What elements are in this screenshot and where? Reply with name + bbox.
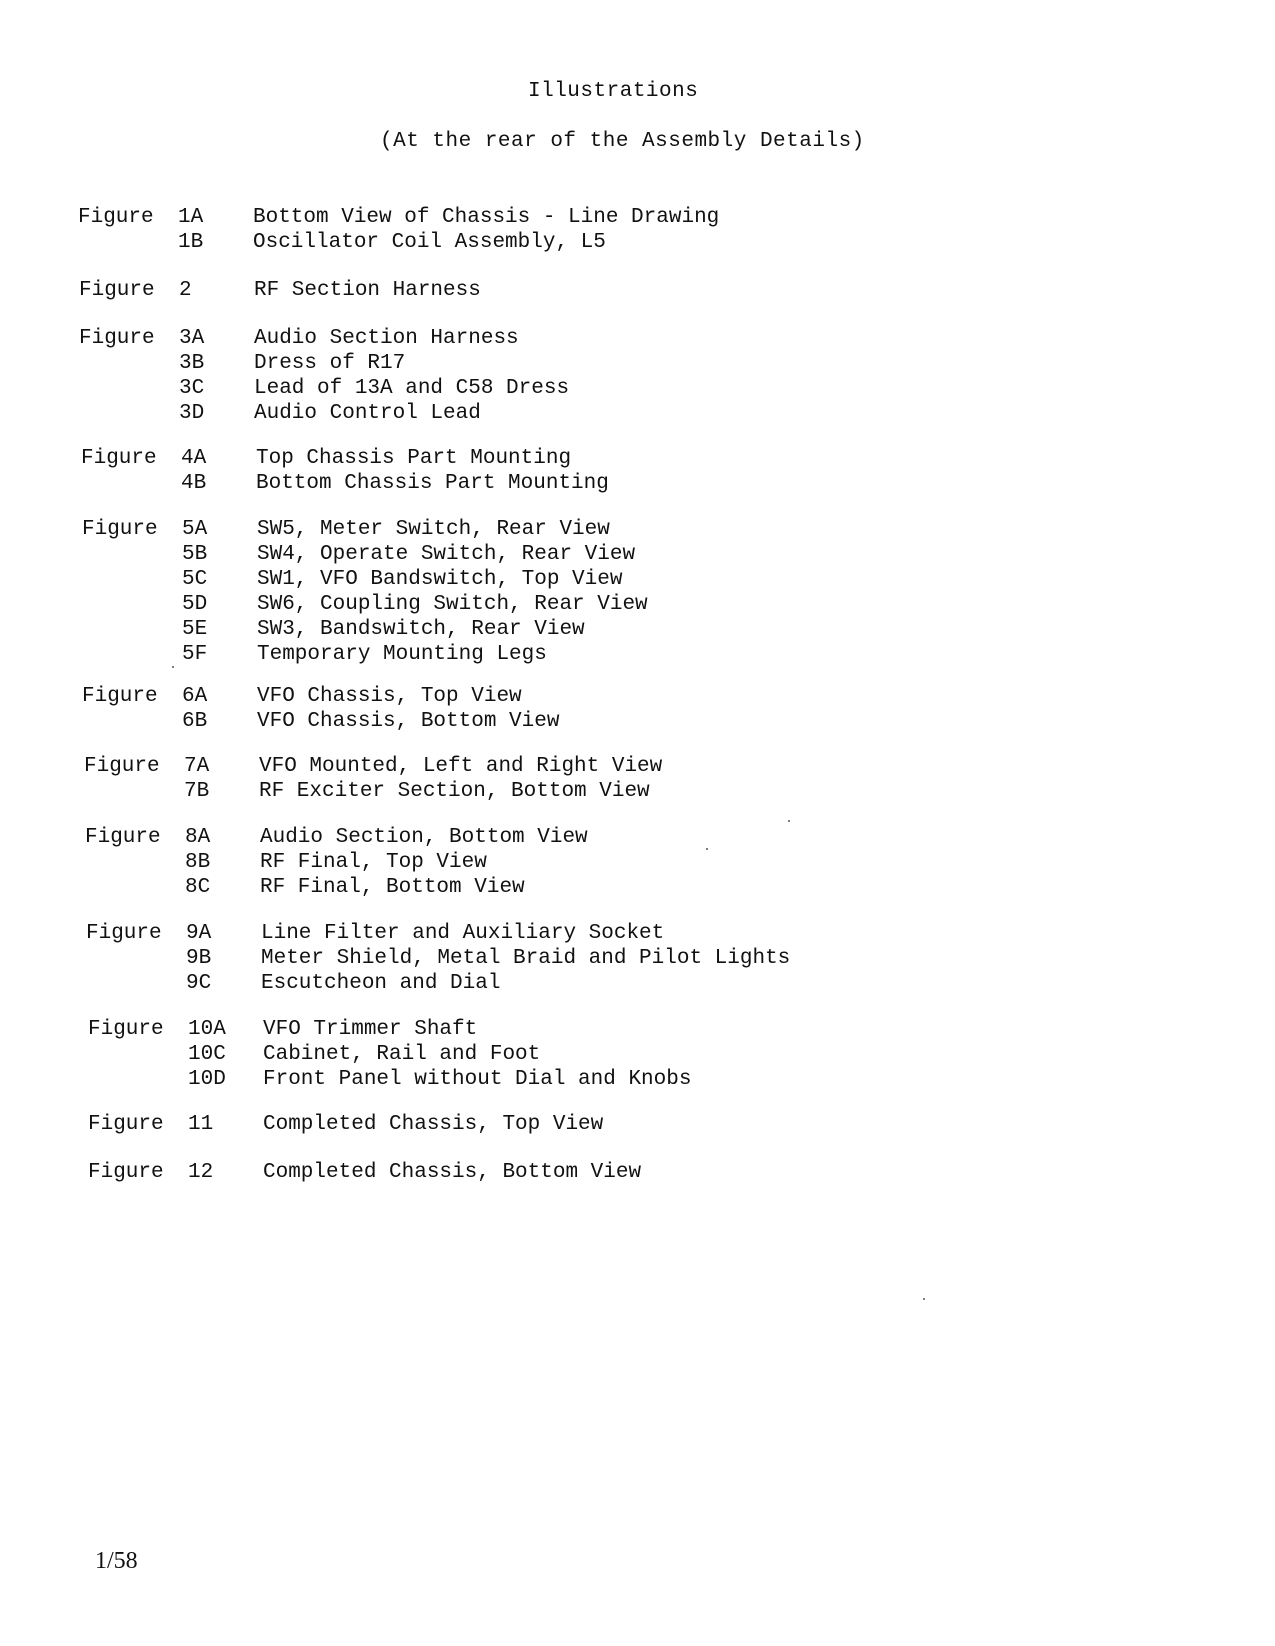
figure-description: SW4, Operate Switch, Rear View [257,543,636,566]
figure-description: Dress of R17 [254,352,406,375]
figure-number: 9B [186,947,212,970]
figure-description: VFO Chassis, Bottom View [257,710,560,733]
figure-description: Line Filter and Auxiliary Socket [261,922,665,945]
figure-number: 7B [184,780,210,803]
page-title: Illustrations [528,80,699,103]
figure-number: 8B [185,851,211,874]
figure-description: SW1, VFO Bandswitch, Top View [257,568,623,591]
figure-number: 10A [188,1018,226,1041]
figure-description: Lead of 13A and C58 Dress [254,377,570,400]
figure-number: 6B [182,710,208,733]
figure-description: VFO Trimmer Shaft [263,1018,478,1041]
figure-description: Top Chassis Part Mounting [256,447,572,470]
figure-number: 4B [181,472,207,495]
figure-label: Figure [81,447,157,470]
figure-description: VFO Chassis, Top View [257,685,522,708]
figure-description: RF Final, Bottom View [260,876,525,899]
figure-number: 3D [179,402,205,425]
figure-description: Temporary Mounting Legs [257,643,547,666]
figure-label: Figure [86,922,162,945]
figure-label: Figure [82,518,158,541]
figure-number: 3B [179,352,205,375]
figure-description: Bottom Chassis Part Mounting [256,472,609,495]
figure-number: 10C [188,1043,226,1066]
page-subtitle: (At the rear of the Assembly Details) [380,130,865,153]
figure-description: Completed Chassis, Bottom View [263,1161,642,1184]
figure-label: Figure [84,755,160,778]
figure-description: Front Panel without Dial and Knobs [263,1068,692,1091]
figure-number: 4A [181,447,207,470]
figure-number: 1B [178,231,204,254]
figure-description: Bottom View of Chassis - Line Drawing [253,206,720,229]
figure-description: VFO Mounted, Left and Right View [259,755,663,778]
figure-description: Cabinet, Rail and Foot [263,1043,541,1066]
figure-description: SW5, Meter Switch, Rear View [257,518,610,541]
figure-number: 3C [179,377,205,400]
figure-description: Audio Section, Bottom View [260,826,588,849]
figure-number: 8A [185,826,211,849]
figure-description: Escutcheon and Dial [261,972,501,995]
figure-number: 9C [186,972,212,995]
figure-description: RF Exciter Section, Bottom View [259,780,650,803]
figure-number: 10D [188,1068,226,1091]
figure-description: Audio Control Lead [254,402,481,425]
figure-number: 7A [184,755,210,778]
figure-number: 8C [185,876,211,899]
figure-number: 5D [182,593,208,616]
figure-label: Figure [82,685,158,708]
figure-description: RF Final, Top View [260,851,487,874]
figure-label: Figure [85,826,161,849]
scan-speck [923,1298,925,1300]
figure-label: Figure [78,206,154,229]
scan-speck [788,820,790,822]
figure-number: 3A [179,327,205,350]
figure-number: 12 [188,1161,214,1184]
figure-number: 6A [182,685,208,708]
figure-description: Meter Shield, Metal Braid and Pilot Lights [261,947,791,970]
figure-description: SW6, Coupling Switch, Rear View [257,593,648,616]
page-number: 1/58 [95,1548,138,1574]
figure-number: 9A [186,922,212,945]
figure-number: 5C [182,568,208,591]
figure-number: 1A [178,206,204,229]
figure-number: 5A [182,518,208,541]
figure-number: 5F [182,643,208,666]
figure-number: 2 [179,279,192,302]
figure-description: Completed Chassis, Top View [263,1113,604,1136]
scan-speck [172,666,174,668]
figure-label: Figure [88,1161,164,1184]
figure-number: 11 [188,1113,214,1136]
figure-label: Figure [79,327,155,350]
figure-description: Oscillator Coil Assembly, L5 [253,231,606,254]
figure-description: RF Section Harness [254,279,481,302]
figure-number: 5E [182,618,208,641]
figure-label: Figure [88,1113,164,1136]
figure-description: SW3, Bandswitch, Rear View [257,618,585,641]
figure-label: Figure [79,279,155,302]
figure-description: Audio Section Harness [254,327,519,350]
figure-number: 5B [182,543,208,566]
figure-label: Figure [88,1018,164,1041]
scan-speck [706,848,708,850]
